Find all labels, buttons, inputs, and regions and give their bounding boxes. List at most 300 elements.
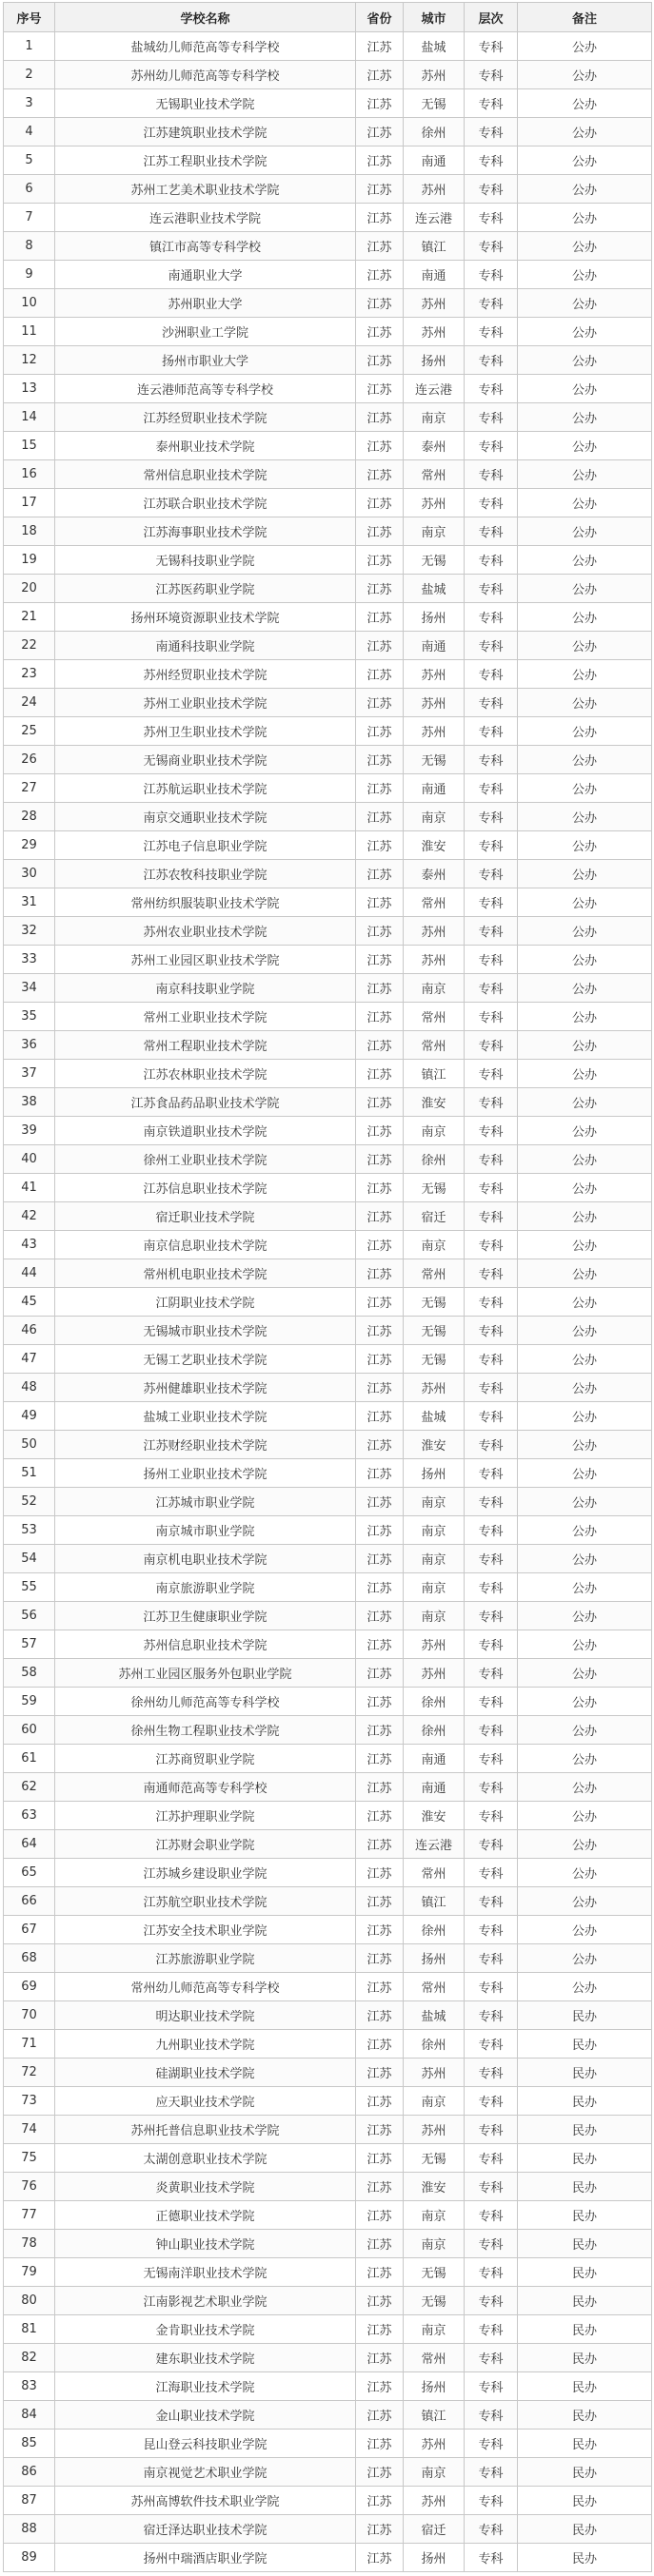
cell-province: 江苏 [356,2487,404,2515]
cell-school-name: 江苏电子信息职业学院 [55,831,356,860]
cell-remark: 公办 [518,1317,652,1345]
cell-city: 南京 [404,2315,465,2344]
cell-level: 专科 [465,1688,518,1716]
cell-province: 江苏 [356,2116,404,2144]
cell-city: 南京 [404,2087,465,2116]
cell-school-name: 南京科技职业学院 [55,974,356,1003]
cell-remark: 公办 [518,489,652,517]
cell-school-name: 泰州职业技术学院 [55,432,356,460]
cell-index: 51 [4,1459,55,1488]
cell-province: 江苏 [356,1944,404,1973]
cell-index: 10 [4,289,55,318]
table-row [4,1773,652,1802]
cell-level: 专科 [465,1630,518,1659]
cell-level: 专科 [465,1716,518,1745]
cell-level: 专科 [465,289,518,318]
table-row [4,2144,652,2173]
cell-remark: 公办 [518,1288,652,1317]
cell-school-name: 苏州幼儿师范高等专科学校 [55,61,356,89]
cell-province: 江苏 [356,1545,404,1573]
cell-level: 专科 [465,2201,518,2230]
cell-school-name: 连云港师范高等专科学校 [55,375,356,403]
cell-remark: 公办 [518,1202,652,1231]
cell-remark: 公办 [518,917,652,946]
table-row [4,746,652,774]
cell-remark: 公办 [518,1231,652,1259]
cell-province: 江苏 [356,289,404,318]
table-row [4,2430,652,2458]
cell-school-name: 南通职业大学 [55,261,356,289]
cell-level: 专科 [465,403,518,432]
cell-province: 江苏 [356,803,404,831]
cell-level: 专科 [465,1573,518,1602]
cell-city: 无锡 [404,1174,465,1202]
cell-school-name: 江苏农林职业技术学院 [55,1060,356,1088]
cell-school-name: 常州纺织服装职业技术学院 [55,888,356,917]
cell-remark: 公办 [518,632,652,660]
table-row [4,1202,652,1231]
table-row [4,61,652,89]
cell-city: 南通 [404,632,465,660]
cell-level: 专科 [465,1345,518,1374]
cell-province: 江苏 [356,2458,404,2487]
cell-school-name: 扬州工业职业技术学院 [55,1459,356,1488]
cell-index: 3 [4,89,55,118]
cell-level: 专科 [465,1231,518,1259]
cell-school-name: 苏州职业大学 [55,289,356,318]
cell-city: 无锡 [404,2258,465,2287]
cell-remark: 公办 [518,61,652,89]
cell-city: 南京 [404,2201,465,2230]
cell-index: 62 [4,1773,55,1802]
cell-index: 46 [4,1317,55,1345]
cell-province: 江苏 [356,2515,404,2544]
table-row [4,146,652,175]
cell-city: 淮安 [404,1431,465,1459]
cell-province: 江苏 [356,1745,404,1773]
cell-province: 江苏 [356,1288,404,1317]
cell-province: 江苏 [356,2315,404,2344]
cell-school-name: 江苏信息职业技术学院 [55,1174,356,1202]
cell-city: 苏州 [404,2487,465,2515]
cell-city: 无锡 [404,546,465,575]
table-row [4,2258,652,2287]
cell-school-name: 江苏商贸职业学院 [55,1745,356,1773]
table-row [4,1944,652,1973]
cell-index: 48 [4,1374,55,1402]
table-row [4,346,652,375]
cell-city: 扬州 [404,1944,465,1973]
cell-index: 61 [4,1745,55,1773]
cell-index: 52 [4,1488,55,1516]
cell-school-name: 盐城工业职业技术学院 [55,1402,356,1431]
table-row [4,375,652,403]
table-row [4,118,652,146]
table-row [4,1973,652,2001]
cell-province: 江苏 [356,61,404,89]
cell-index: 5 [4,146,55,175]
cell-level: 专科 [465,2087,518,2116]
header-index: 序号 [4,3,55,32]
cell-city: 南通 [404,146,465,175]
table-row [4,2458,652,2487]
cell-school-name: 江苏城乡建设职业学院 [55,1859,356,1887]
cell-city: 盐城 [404,1402,465,1431]
cell-remark: 公办 [518,1659,652,1688]
table-row [4,1659,652,1688]
cell-level: 专科 [465,1174,518,1202]
cell-remark: 民办 [518,2458,652,2487]
cell-remark: 民办 [518,2401,652,2430]
cell-remark: 公办 [518,346,652,375]
cell-province: 江苏 [356,1003,404,1031]
cell-index: 18 [4,517,55,546]
cell-city: 连云港 [404,1830,465,1859]
cell-school-name: 苏州工艺美术职业技术学院 [55,175,356,204]
cell-remark: 公办 [518,146,652,175]
cell-city: 泰州 [404,432,465,460]
cell-index: 60 [4,1716,55,1745]
cell-city: 苏州 [404,1659,465,1688]
cell-level: 专科 [465,1916,518,1944]
cell-index: 42 [4,1202,55,1231]
cell-index: 87 [4,2487,55,2515]
cell-remark: 民办 [518,2144,652,2173]
cell-city: 苏州 [404,289,465,318]
table-row [4,1716,652,1745]
cell-city: 连云港 [404,375,465,403]
cell-province: 江苏 [356,261,404,289]
cell-city: 淮安 [404,2173,465,2201]
cell-school-name: 正德职业技术学院 [55,2201,356,2230]
cell-remark: 公办 [518,1887,652,1916]
cell-level: 专科 [465,2458,518,2487]
cell-province: 江苏 [356,1516,404,1545]
cell-level: 专科 [465,1859,518,1887]
cell-city: 南京 [404,1516,465,1545]
table-row [4,1630,652,1659]
cell-city: 常州 [404,1973,465,2001]
cell-school-name: 扬州环境资源职业技术学院 [55,603,356,632]
cell-province: 江苏 [356,318,404,346]
cell-remark: 公办 [518,575,652,603]
cell-school-name: 建东职业技术学院 [55,2344,356,2372]
table-row [4,1459,652,1488]
cell-remark: 民办 [518,2230,652,2258]
table-row [4,717,652,746]
cell-city: 淮安 [404,831,465,860]
cell-province: 江苏 [356,232,404,261]
cell-index: 47 [4,1345,55,1374]
cell-index: 33 [4,946,55,974]
table-row [4,204,652,232]
table-row [4,1259,652,1288]
cell-index: 81 [4,2315,55,2344]
cell-school-name: 南京机电职业技术学院 [55,1545,356,1573]
cell-city: 苏州 [404,318,465,346]
cell-school-name: 江苏医药职业学院 [55,575,356,603]
cell-index: 7 [4,204,55,232]
cell-province: 江苏 [356,888,404,917]
cell-city: 扬州 [404,603,465,632]
cell-index: 89 [4,2544,55,2572]
cell-index: 49 [4,1402,55,1431]
cell-remark: 公办 [518,1459,652,1488]
cell-city: 苏州 [404,946,465,974]
cell-level: 专科 [465,1545,518,1573]
cell-province: 江苏 [356,2372,404,2401]
cell-school-name: 江苏海事职业技术学院 [55,517,356,546]
cell-remark: 民办 [518,2258,652,2287]
cell-remark: 公办 [518,1488,652,1516]
cell-level: 专科 [465,146,518,175]
cell-school-name: 江苏卫生健康职业学院 [55,1602,356,1630]
table-row [4,1859,652,1887]
cell-level: 专科 [465,1659,518,1688]
cell-school-name: 宿迁泽达职业技术学院 [55,2515,356,2544]
cell-index: 37 [4,1060,55,1088]
cell-remark: 公办 [518,803,652,831]
cell-school-name: 沙洲职业工学院 [55,318,356,346]
cell-level: 专科 [465,32,518,61]
cell-index: 84 [4,2401,55,2430]
cell-index: 17 [4,489,55,517]
cell-index: 22 [4,632,55,660]
cell-city: 南京 [404,1488,465,1516]
cell-province: 江苏 [356,403,404,432]
cell-province: 江苏 [356,1602,404,1630]
cell-level: 专科 [465,2544,518,2572]
cell-remark: 公办 [518,1374,652,1402]
cell-remark: 民办 [518,2087,652,2116]
cell-city: 南京 [404,974,465,1003]
cell-remark: 公办 [518,1145,652,1174]
cell-remark: 公办 [518,432,652,460]
cell-index: 88 [4,2515,55,2544]
table-row [4,1317,652,1345]
cell-remark: 公办 [518,1688,652,1716]
table-row [4,1516,652,1545]
table-row [4,917,652,946]
cell-remark: 公办 [518,289,652,318]
cell-city: 徐州 [404,1145,465,1174]
cell-city: 扬州 [404,1459,465,1488]
cell-remark: 公办 [518,1716,652,1745]
cell-school-name: 无锡城市职业技术学院 [55,1317,356,1345]
cell-level: 专科 [465,489,518,517]
cell-province: 江苏 [356,489,404,517]
cell-level: 专科 [465,1374,518,1402]
cell-school-name: 无锡商业职业技术学院 [55,746,356,774]
cell-remark: 公办 [518,118,652,146]
cell-remark: 公办 [518,946,652,974]
cell-index: 43 [4,1231,55,1259]
table-row [4,546,652,575]
table-row [4,89,652,118]
cell-school-name: 应天职业技术学院 [55,2087,356,2116]
cell-index: 65 [4,1859,55,1887]
table-row [4,888,652,917]
cell-province: 江苏 [356,1830,404,1859]
cell-level: 专科 [465,204,518,232]
cell-city: 苏州 [404,660,465,689]
cell-level: 专科 [465,2487,518,2515]
table-row [4,1573,652,1602]
cell-level: 专科 [465,1145,518,1174]
cell-remark: 公办 [518,888,652,917]
cell-province: 江苏 [356,689,404,717]
table-row [4,1345,652,1374]
cell-school-name: 江苏联合职业技术学院 [55,489,356,517]
cell-index: 59 [4,1688,55,1716]
table-row [4,1745,652,1773]
cell-city: 南通 [404,261,465,289]
cell-level: 专科 [465,118,518,146]
table-row [4,2201,652,2230]
cell-school-name: 扬州市职业大学 [55,346,356,375]
table-row [4,774,652,803]
cell-city: 苏州 [404,2116,465,2144]
cell-school-name: 无锡职业技术学院 [55,89,356,118]
cell-index: 80 [4,2287,55,2315]
cell-province: 江苏 [356,917,404,946]
cell-remark: 公办 [518,517,652,546]
cell-level: 专科 [465,1488,518,1516]
cell-school-name: 九州职业技术学院 [55,2030,356,2059]
cell-remark: 公办 [518,1117,652,1145]
table-row [4,403,652,432]
cell-index: 35 [4,1003,55,1031]
table-row [4,318,652,346]
cell-index: 67 [4,1916,55,1944]
cell-level: 专科 [465,1887,518,1916]
cell-school-name: 盐城幼儿师范高等专科学校 [55,32,356,61]
cell-province: 江苏 [356,146,404,175]
cell-index: 73 [4,2087,55,2116]
cell-school-name: 扬州中瑞酒店职业学院 [55,2544,356,2572]
table-row [4,831,652,860]
cell-index: 77 [4,2201,55,2230]
cell-school-name: 徐州工业职业技术学院 [55,1145,356,1174]
table-row [4,2487,652,2515]
table-row [4,2287,652,2315]
cell-province: 江苏 [356,1688,404,1716]
cell-city: 扬州 [404,346,465,375]
cell-school-name: 江苏财会职业学院 [55,1830,356,1859]
cell-level: 专科 [465,1288,518,1317]
cell-index: 50 [4,1431,55,1459]
cell-remark: 公办 [518,89,652,118]
cell-remark: 公办 [518,1088,652,1117]
cell-remark: 公办 [518,546,652,575]
cell-level: 专科 [465,2144,518,2173]
cell-level: 专科 [465,774,518,803]
cell-remark: 公办 [518,375,652,403]
cell-city: 扬州 [404,2372,465,2401]
cell-city: 常州 [404,460,465,489]
cell-province: 江苏 [356,2059,404,2087]
cell-city: 镇江 [404,232,465,261]
cell-school-name: 江苏航空职业技术学院 [55,1887,356,1916]
cell-level: 专科 [465,2230,518,2258]
cell-city: 扬州 [404,2544,465,2572]
cell-province: 江苏 [356,831,404,860]
table-row [4,261,652,289]
cell-level: 专科 [465,1317,518,1345]
cell-level: 专科 [465,517,518,546]
table-row [4,489,652,517]
table-row [4,289,652,318]
cell-level: 专科 [465,1516,518,1545]
cell-school-name: 苏州工业园区职业技术学院 [55,946,356,974]
cell-index: 74 [4,2116,55,2144]
header-city: 城市 [404,3,465,32]
cell-index: 8 [4,232,55,261]
cell-level: 专科 [465,1459,518,1488]
cell-level: 专科 [465,2116,518,2144]
cell-index: 27 [4,774,55,803]
cell-index: 72 [4,2059,55,2087]
cell-index: 13 [4,375,55,403]
cell-level: 专科 [465,1602,518,1630]
cell-index: 21 [4,603,55,632]
cell-index: 71 [4,2030,55,2059]
cell-city: 盐城 [404,575,465,603]
cell-city: 常州 [404,1859,465,1887]
cell-level: 专科 [465,1944,518,1973]
table-row [4,1830,652,1859]
cell-index: 76 [4,2173,55,2201]
cell-city: 无锡 [404,89,465,118]
cell-city: 盐城 [404,2001,465,2030]
cell-city: 泰州 [404,860,465,888]
cell-province: 江苏 [356,974,404,1003]
cell-province: 江苏 [356,1231,404,1259]
cell-city: 徐州 [404,1916,465,1944]
cell-level: 专科 [465,974,518,1003]
cell-index: 83 [4,2372,55,2401]
cell-city: 南京 [404,403,465,432]
cell-city: 苏州 [404,61,465,89]
cell-level: 专科 [465,61,518,89]
cell-remark: 公办 [518,1259,652,1288]
table-row [4,1402,652,1431]
cell-province: 江苏 [356,632,404,660]
cell-remark: 公办 [518,603,652,632]
table-row [4,2515,652,2544]
header-school-name: 学校名称 [55,3,356,32]
cell-province: 江苏 [356,546,404,575]
cell-index: 12 [4,346,55,375]
cell-city: 常州 [404,1259,465,1288]
cell-school-name: 徐州生物工程职业技术学院 [55,1716,356,1745]
cell-city: 连云港 [404,204,465,232]
cell-school-name: 常州信息职业技术学院 [55,460,356,489]
cell-remark: 公办 [518,1516,652,1545]
cell-school-name: 明达职业技术学院 [55,2001,356,2030]
cell-city: 无锡 [404,1288,465,1317]
cell-level: 专科 [465,917,518,946]
cell-index: 85 [4,2430,55,2458]
cell-index: 53 [4,1516,55,1545]
cell-school-name: 江苏工程职业技术学院 [55,146,356,175]
cell-remark: 公办 [518,1003,652,1031]
cell-remark: 公办 [518,1402,652,1431]
cell-index: 11 [4,318,55,346]
cell-city: 无锡 [404,746,465,774]
cell-province: 江苏 [356,1859,404,1887]
cell-school-name: 苏州经贸职业技术学院 [55,660,356,689]
